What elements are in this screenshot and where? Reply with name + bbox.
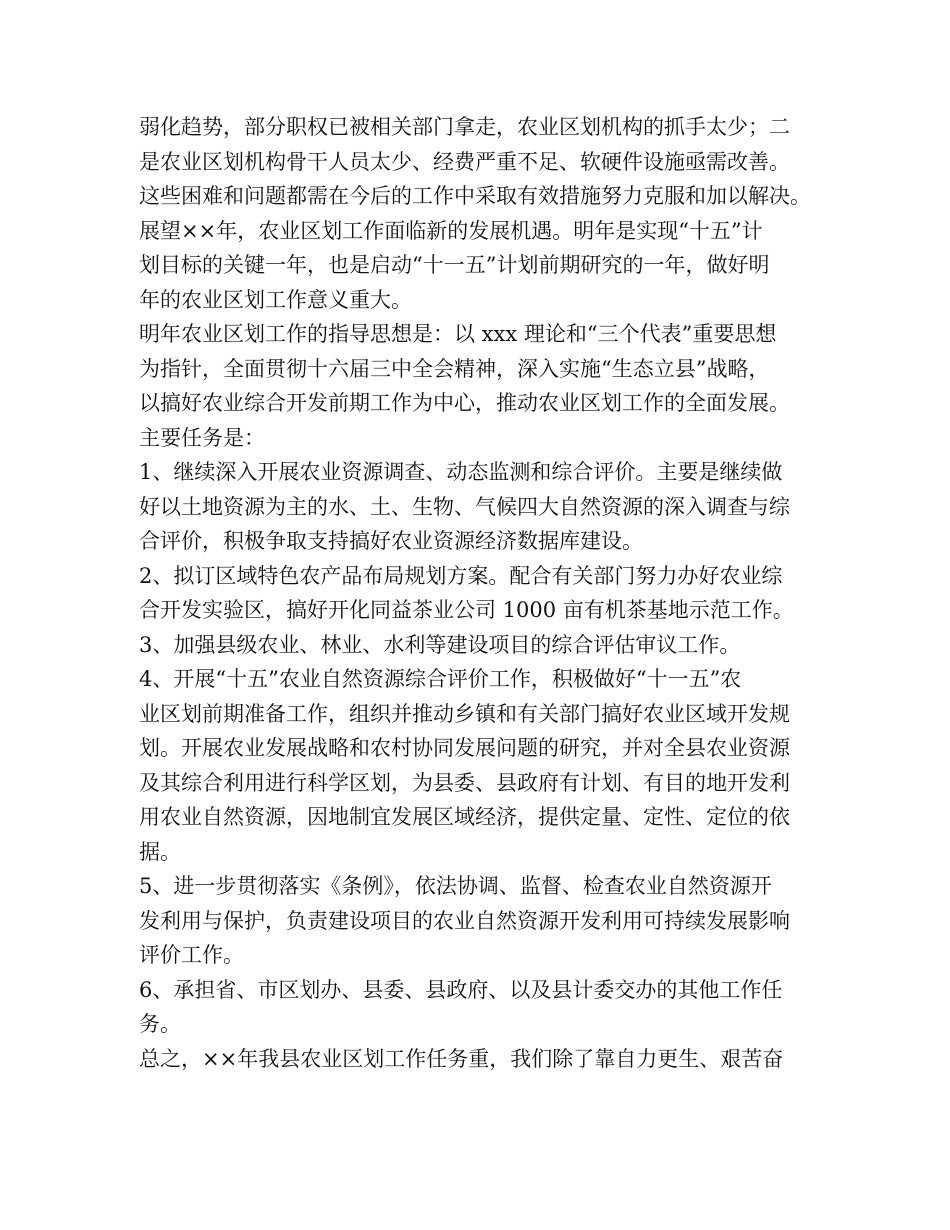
text-line: 6、承担省、市区划办、县委、县政府、以及县计委交办的其他工作任 [139, 977, 783, 1002]
text-line: 弱化趋势，部分职权已被相关部门拿走，农业区划机构的抓手太少；二 [139, 115, 790, 139]
text-line: 年的农业区划工作意义重大。 [139, 287, 412, 312]
text-line: 主要任务是： [139, 425, 265, 450]
text-line: 5、进一步贯彻落实《条例》，依法协调、监督、检查农业自然资源开 [139, 874, 772, 898]
text-line: 务。 [139, 1012, 181, 1036]
text-line: 发利用与保护，负责建设项目的农业自然资源开发利用可持续发展影响 [139, 908, 790, 933]
body-text [139, 110, 829, 1076]
text-line: 1、继续深入开展农业资源调查、动态监测和综合评价。主要是继续做 [139, 460, 783, 484]
text-line: 这些困难和问题都需在今后的工作中采取有效措施努力克服和加以解决。 [139, 184, 811, 208]
text-line: 3、加强县级农业、林业、水利等建设项目的综合评估审议工作。 [139, 632, 741, 657]
text-line: 合评价，积极争取支持搞好农业资源经济数据库建设。 [139, 529, 643, 553]
text-line: 评价工作。 [139, 943, 244, 967]
text-line: 合开发实验区，搞好开化同益茶业公司 1000 亩有机茶基地示范工作。 [139, 598, 794, 622]
text-line: 及其综合利用进行科学区划，为县委、县政府有计划、有目的地开发利 [139, 770, 790, 795]
text-line: 好以土地资源为主的水、土、生物、气候四大自然资源的深入调查与综 [139, 494, 790, 519]
text-line: 明年农业区划工作的指导思想是：以 xxx 理论和“三个代表”重要思想 [139, 322, 777, 346]
text-line: 2、拟订区域特色农产品布局规划方案。配合有关部门努力办好农业综 [139, 563, 783, 588]
text-line: 业区划前期准备工作，组织并推动乡镇和有关部门搞好农业区域开发规 [139, 701, 790, 726]
text-line: 为指针，全面贯彻十六届三中全会精神，深入实施“生态立县”战略， [139, 356, 770, 381]
text-line: 展望××年，农业区划工作面临新的发展机遇。明年是实现“十五”计 [139, 218, 763, 243]
text-line: 是农业区划机构骨干人员太少、经费严重不足、软硬件设施亟需改善。 [139, 149, 790, 174]
text-line: 总之，××年我县农业区划工作任务重，我们除了靠自力更生、艰苦奋 [139, 1046, 784, 1071]
text-line: 4、开展“十五”农业自然资源综合评价工作，积极做好“十一五”农 [139, 667, 742, 691]
text-line: 划目标的关键一年，也是启动“十一五”计划前期研究的一年，做好明 [139, 253, 770, 277]
text-line: 据。 [139, 839, 181, 864]
text-line: 以搞好农业综合开发前期工作为中心，推动农业区划工作的全面发展。 [139, 391, 790, 415]
text-line: 划。开展农业发展战略和农村协同发展问题的研究，并对全县农业资源 [139, 736, 790, 760]
text-line: 用农业自然资源，因地制宜发展区域经济，提供定量、定性、定位的依 [139, 805, 790, 829]
